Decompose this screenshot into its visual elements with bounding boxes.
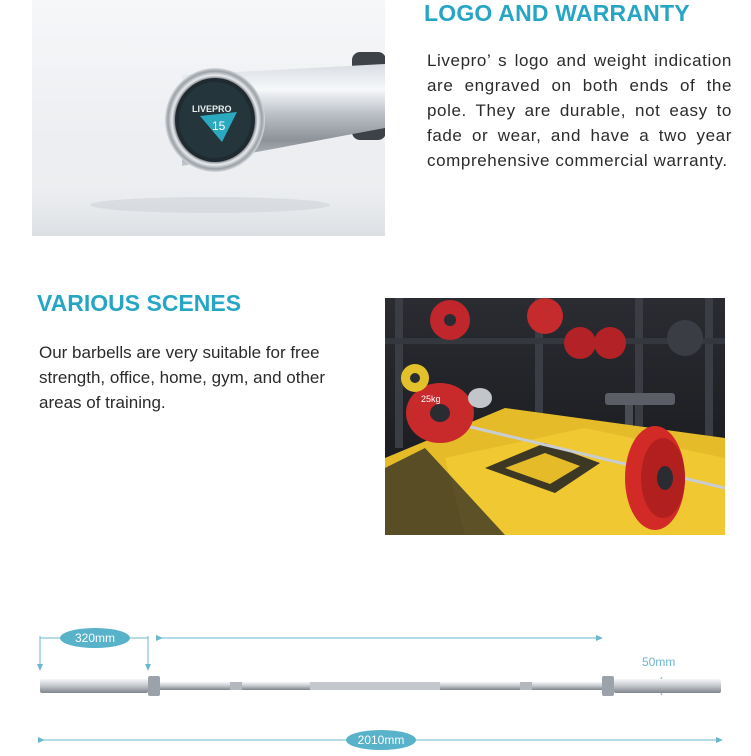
right-collar — [602, 676, 614, 696]
weight-engraving: 15 — [212, 119, 226, 133]
sleeve-length-label: 320mm — [74, 631, 116, 645]
gym-scene-photo — [385, 298, 725, 535]
left-sleeve — [40, 679, 148, 693]
dimension-drawing — [0, 600, 751, 751]
barbell-end-illustration — [32, 0, 385, 236]
gym-scene-illustration — [385, 298, 725, 535]
right-sleeve — [614, 679, 721, 693]
barbell-dimension-diagram — [0, 600, 751, 751]
various-scenes-description: Our barbells are very suitable for free strength, office, home, gym, and other areas of training. — [39, 343, 326, 412]
plate-weight-label: 25kg — [421, 394, 441, 404]
logo-warranty-description: Livepro’ s logo and weight indication are engraved on both ends of the pole. They are durable, not easy to fade or wear, and have a two year comprehensive commercial warranty. — [427, 51, 732, 170]
total-length-label: 2010mm — [357, 733, 405, 747]
sleeve-diameter-label: 50mm — [642, 655, 676, 669]
barbell-end-photo — [32, 0, 385, 236]
brand-engraving: LIVEPRO — [192, 104, 232, 114]
left-collar — [148, 676, 160, 696]
logo-warranty-heading: LOGO AND WARRANTY — [424, 0, 690, 26]
various-scenes-heading: VARIOUS SCENES — [37, 290, 242, 316]
